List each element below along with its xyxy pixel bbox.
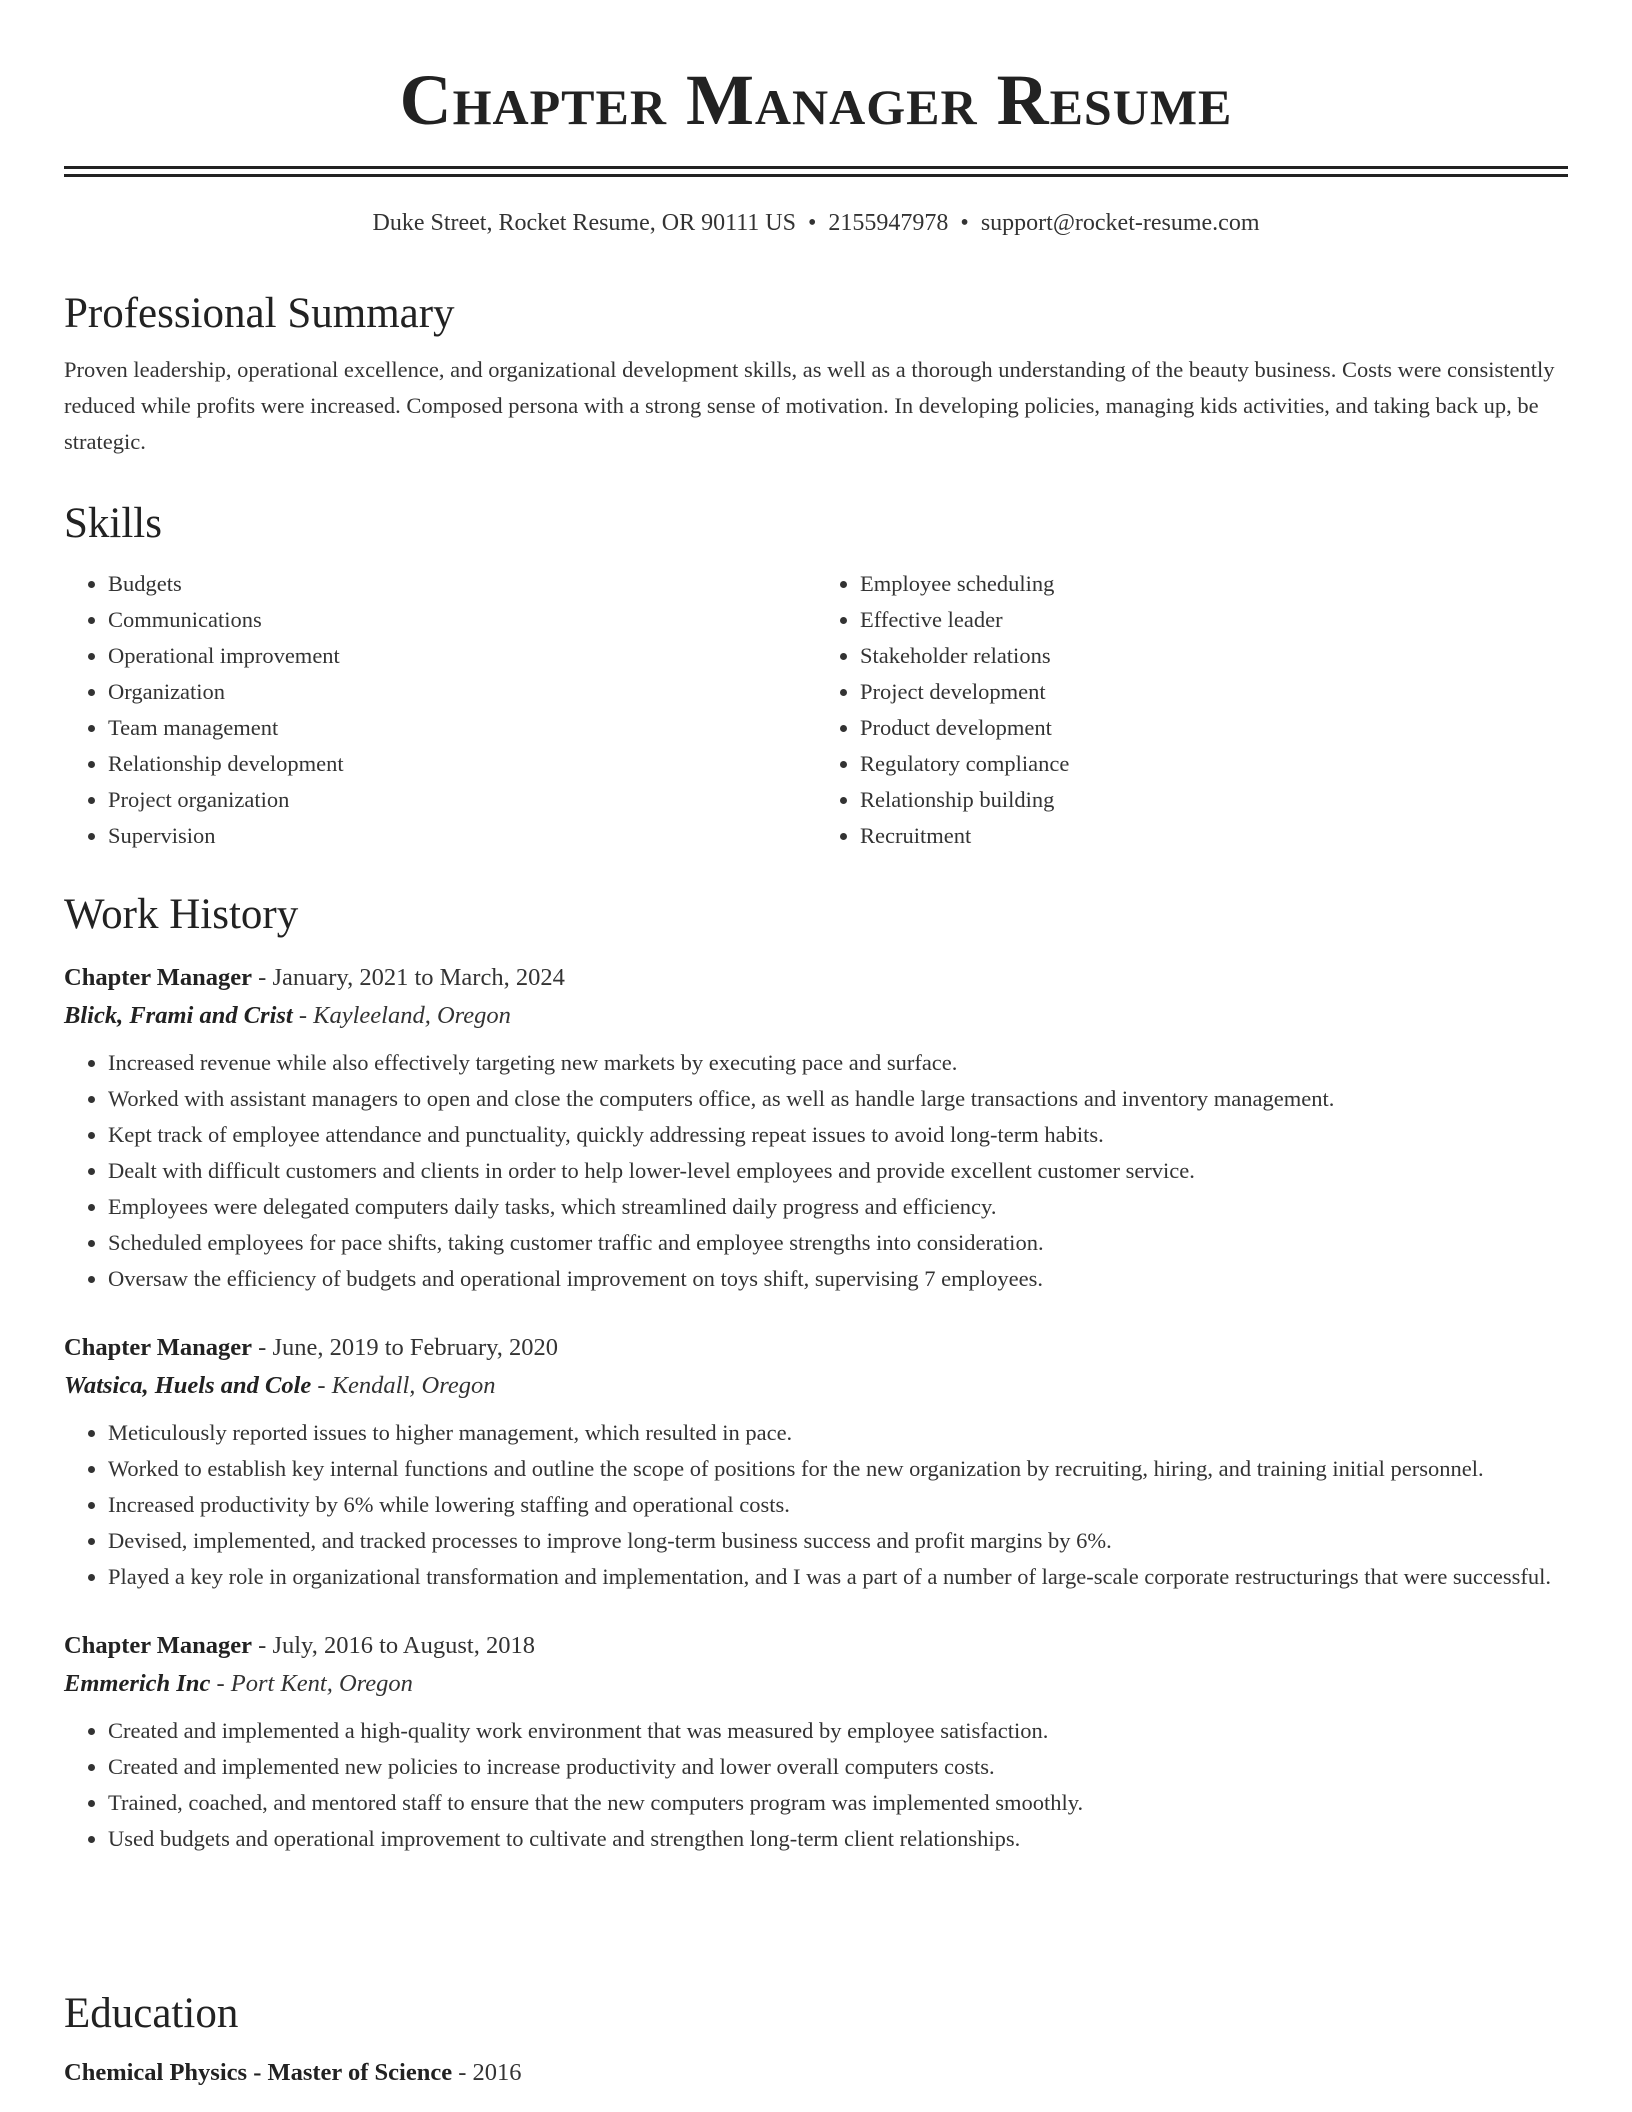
skill-item: • Effective leader	[860, 602, 1568, 638]
job-bullet: • Created and implemented new policies to increase productivity and lower overall computers costs.	[108, 1749, 1568, 1785]
job-bullet: • Oversaw the efficiency of budgets and operational improvement on toys shift, supervising 7 employees.	[108, 1261, 1568, 1297]
job-company-line: Emmerich Inc - Port Kent, Oregon	[64, 1670, 413, 1697]
job-bullet: • Scheduled employees for pace shifts, taking customer traffic and employee strengths into consideration.	[108, 1225, 1568, 1261]
job-bullet: • Employees were delegated computers daily tasks, which streamlined daily progress and efficiency.	[108, 1189, 1568, 1225]
title-divider	[64, 166, 1568, 177]
job-bullets	[64, 1415, 1568, 1595]
summary-section	[64, 288, 1568, 460]
job-company-line: Watsica, Huels and Cole - Kendall, Oregon	[64, 1372, 496, 1399]
job-entry	[64, 959, 1568, 1297]
skills-section	[64, 498, 1568, 854]
education-heading: Education	[64, 1990, 239, 2037]
skill-item: • Relationship building	[860, 782, 1568, 818]
skill-item: • Stakeholder relations	[860, 638, 1568, 674]
skills-list-right	[816, 566, 1568, 854]
skill-item: • Organization	[108, 674, 816, 710]
resume-title: Chapter Manager Resume	[399, 60, 1233, 140]
job-title-line: Chapter Manager - January, 2021 to March, 2024	[64, 964, 565, 991]
skills-list-left	[64, 566, 816, 854]
job-bullet: • Played a key role in organizational transformation and implementation, and I was a part of a number of large-scale corporate restructurings that were successful.	[108, 1559, 1568, 1595]
job-company-line: Blick, Frami and Crist - Kayleeland, Oregon	[64, 1002, 511, 1029]
job-dates: July, 2016 to August, 2018	[272, 1632, 535, 1659]
skill-item: • Team management	[108, 710, 816, 746]
contact-email: support@rocket-resume.com	[980, 210, 1260, 236]
job-location: Kayleeland, Oregon	[313, 1002, 511, 1029]
skills-heading: Skills	[64, 500, 162, 547]
education-section	[64, 1988, 1568, 2092]
resume-page	[64, 0, 1568, 2086]
job-bullet: • Devised, implemented, and tracked processes to improve long-term business success and profit margins by 6%.	[108, 1523, 1568, 1559]
job-location: Kendall, Oregon	[331, 1372, 496, 1399]
skill-item: • Employee scheduling	[860, 566, 1568, 602]
job-company: Emmerich Inc	[64, 1670, 211, 1697]
job-bullets	[64, 1713, 1568, 1857]
skill-item: • Communications	[108, 602, 816, 638]
skill-item: • Operational improvement	[108, 638, 816, 674]
skill-item: • Product development	[860, 710, 1568, 746]
job-bullet: • Created and implemented a high-quality work environment that was measured by employee satisfaction.	[108, 1713, 1568, 1749]
job-bullet: • Meticulously reported issues to higher management, which resulted in pace.	[108, 1415, 1568, 1451]
education-field: Chemical Physics	[64, 2059, 248, 2086]
job-entry	[64, 1627, 1568, 1857]
education-entry: Chemical Physics - Master of Science - 2016	[64, 2059, 522, 2086]
job-location: Port Kent, Oregon	[230, 1670, 413, 1697]
job-bullet: • Used budgets and operational improvement to cultivate and strengthen long-term client relationships.	[108, 1821, 1568, 1857]
contact-separator: •	[960, 210, 969, 236]
job-title: Chapter Manager	[64, 1632, 253, 1659]
job-title: Chapter Manager	[64, 1334, 253, 1361]
skill-item: • Budgets	[108, 566, 816, 602]
skill-item: • Relationship development	[108, 746, 816, 782]
skill-item: • Project organization	[108, 782, 816, 818]
job-bullet: • Kept track of employee attendance and punctuality, quickly addressing repeat issues to avoid long-term habits.	[108, 1117, 1568, 1153]
summary-heading: Professional Summary	[64, 290, 455, 337]
job-dates: January, 2021 to March, 2024	[272, 964, 565, 991]
job-bullet: • Dealt with difficult customers and clients in order to help lower-level employees and provide excellent customer service.	[108, 1153, 1568, 1189]
job-title-line: Chapter Manager - July, 2016 to August, 2018	[64, 1632, 535, 1659]
work-history-section	[64, 889, 1568, 1857]
contact-line	[64, 207, 1568, 239]
job-title-line: Chapter Manager - June, 2019 to February, 2020	[64, 1334, 559, 1361]
job-bullets	[64, 1045, 1568, 1297]
skill-item: • Regulatory compliance	[860, 746, 1568, 782]
summary-text: Proven leadership, operational excellence, and organizational development skills, as well as a thorough understanding of the beauty business. Costs were consistently reduced while profits were increased. Composed persona with a strong sense of motivation. In developing policies, managing kids activities, and taking back up, be strategic.	[64, 357, 1555, 454]
contact-phone: 2155947978	[828, 210, 949, 236]
education-degree: Master of Science	[267, 2059, 453, 2086]
job-dates: June, 2019 to February, 2020	[272, 1334, 559, 1361]
skill-item: • Project development	[860, 674, 1568, 710]
job-company: Blick, Frami and Crist	[64, 1002, 293, 1029]
education-year: 2016	[472, 2059, 522, 2086]
work-history-heading: Work History	[64, 891, 299, 938]
job-company: Watsica, Huels and Cole	[64, 1372, 312, 1399]
skills-columns	[64, 566, 1568, 854]
contact-separator: •	[808, 210, 817, 236]
skill-item: • Supervision	[108, 818, 816, 854]
job-entry	[64, 1329, 1568, 1595]
job-title: Chapter Manager	[64, 964, 253, 991]
job-bullet: • Worked to establish key internal functions and outline the scope of positions for the new organization by recruiting, hiring, and training initial personnel.	[108, 1451, 1568, 1487]
job-bullet: • Increased productivity by 6% while lowering staffing and operational costs.	[108, 1487, 1568, 1523]
job-bullet: • Worked with assistant managers to open and close the computers office, as well as handle large transactions and inventory management.	[108, 1081, 1568, 1117]
job-bullet: • Trained, coached, and mentored staff to ensure that the new computers program was implemented smoothly.	[108, 1785, 1568, 1821]
job-bullet: • Increased revenue while also effectively targeting new markets by executing pace and surface.	[108, 1045, 1568, 1081]
contact-address: Duke Street, Rocket Resume, OR 90111 US	[372, 210, 796, 236]
skill-item: • Recruitment	[860, 818, 1568, 854]
